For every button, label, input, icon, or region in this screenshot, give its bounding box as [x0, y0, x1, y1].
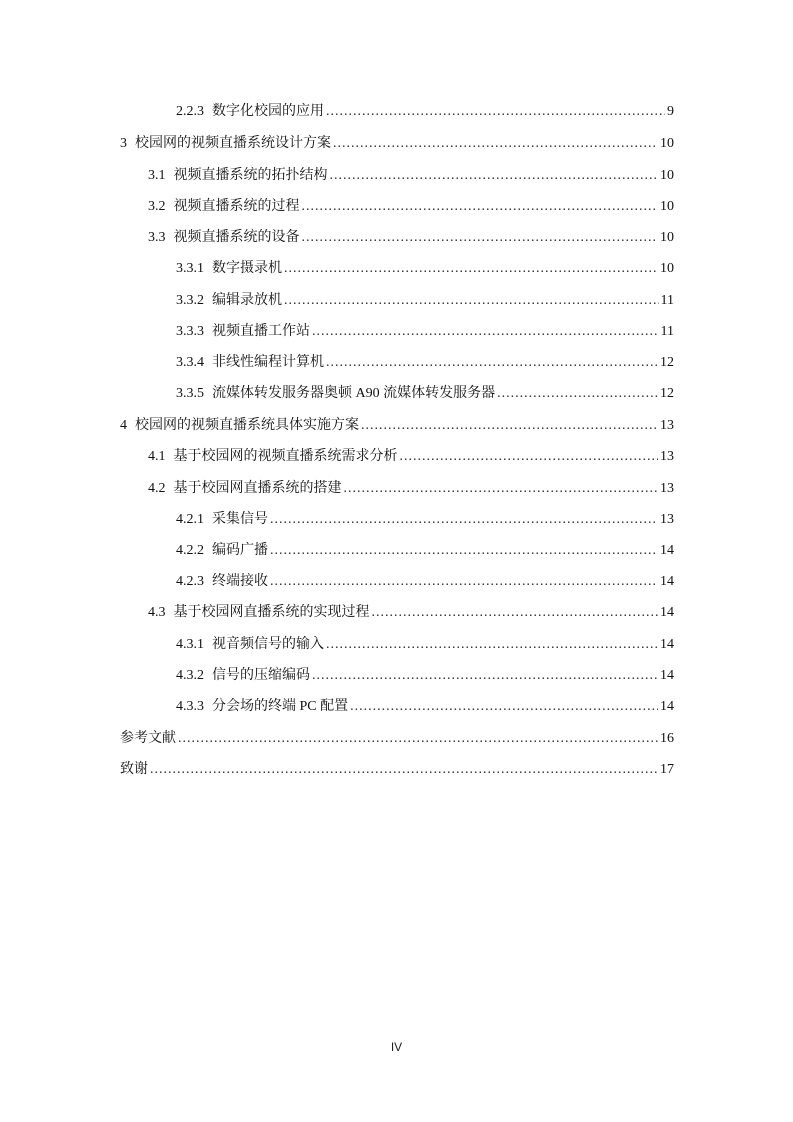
- toc-number: 3.3.3: [176, 324, 204, 339]
- toc-entry[interactable]: [0, 663, 674, 685]
- toc-page: 13: [660, 449, 674, 464]
- toc-entry[interactable]: [0, 99, 674, 121]
- toc-leader: [361, 417, 658, 435]
- toc-entry[interactable]: [0, 194, 674, 216]
- toc-title: 视频直播系统的过程: [173, 199, 300, 214]
- toc-entry[interactable]: [0, 600, 674, 622]
- toc-page: 12: [660, 355, 674, 370]
- toc-title: 视频直播系统的拓扑结构: [173, 168, 328, 183]
- toc-leader: [326, 354, 658, 372]
- toc-page: 14: [660, 574, 674, 589]
- toc-leader: [302, 229, 659, 247]
- toc-page: 14: [660, 543, 674, 558]
- toc-number: 3: [120, 136, 127, 151]
- toc-title: 参考文献: [120, 731, 176, 746]
- toc-title: 校园网的视频直播系统具体实施方案: [135, 418, 359, 433]
- toc-number: 4.2.2: [176, 543, 204, 558]
- toc-title: 数字化校园的应用: [212, 104, 324, 119]
- toc-number: 3.3.4: [176, 355, 204, 370]
- toc-page: 13: [660, 512, 674, 527]
- toc-leader: [150, 761, 658, 779]
- toc-page: 10: [660, 230, 674, 245]
- toc-entry[interactable]: [0, 163, 674, 185]
- toc-entry[interactable]: [0, 288, 674, 310]
- toc-title: 终端接收: [212, 574, 268, 589]
- toc-entry[interactable]: [0, 694, 674, 716]
- toc-page: 16: [660, 731, 674, 746]
- toc-entry[interactable]: [0, 413, 674, 435]
- toc-title: 基于校园网直播系统的搭建: [173, 481, 342, 496]
- toc-page: 10: [660, 199, 674, 214]
- toc-page: 14: [660, 668, 674, 683]
- toc-leader: [326, 636, 658, 654]
- toc-number: 3.3.1: [176, 261, 204, 276]
- toc-leader: [284, 292, 659, 310]
- toc-entry[interactable]: [0, 507, 674, 529]
- toc-title: 编辑录放机: [212, 293, 282, 308]
- toc-number: 2.2.3: [176, 104, 204, 119]
- toc-leader: [270, 542, 658, 560]
- toc-page: 14: [660, 699, 674, 714]
- toc-entry[interactable]: [0, 225, 674, 247]
- toc-title: 信号的压缩编码: [212, 668, 310, 683]
- toc-number: 4.3.2: [176, 668, 204, 683]
- toc-page: 13: [660, 481, 674, 496]
- toc-number: 3.3.5: [176, 386, 204, 401]
- toc-number: 4.3.1: [176, 637, 204, 652]
- toc-number: 4.2: [148, 481, 166, 496]
- toc-entry[interactable]: [0, 476, 674, 498]
- toc-leader: [178, 730, 658, 748]
- toc-leader: [400, 448, 659, 466]
- toc-number: 4.1: [148, 449, 166, 464]
- toc-page: 11: [660, 324, 674, 339]
- toc-entry[interactable]: [0, 319, 674, 341]
- toc-title: 流媒体转发服务器奥顿 A90 流媒体转发服务器: [212, 386, 496, 401]
- toc-title: 校园网的视频直播系统设计方案: [135, 136, 331, 151]
- toc-leader: [326, 103, 665, 121]
- toc-leader: [497, 385, 658, 403]
- toc-entry[interactable]: [0, 569, 674, 591]
- toc-number: 3.2: [148, 199, 166, 214]
- toc-leader: [302, 198, 659, 216]
- toc-entry[interactable]: [0, 757, 674, 779]
- toc-leader: [330, 167, 659, 185]
- toc-page: 10: [660, 261, 674, 276]
- toc-leader: [312, 323, 659, 341]
- toc-title: 数字摄录机: [212, 261, 282, 276]
- toc-title: 视频直播工作站: [212, 324, 310, 339]
- toc-page: 9: [667, 104, 674, 119]
- toc-number: 4.3.3: [176, 699, 204, 714]
- toc-entry[interactable]: [0, 350, 674, 372]
- toc-leader: [312, 667, 658, 685]
- toc-title: 基于校园网直播系统的实现过程: [173, 605, 370, 620]
- toc-page: 17: [660, 762, 674, 777]
- toc-title: 视音频信号的输入: [212, 637, 324, 652]
- toc-entry[interactable]: [0, 131, 674, 153]
- toc-entry[interactable]: [0, 381, 674, 403]
- toc-leader: [284, 260, 658, 278]
- toc-entry[interactable]: [0, 632, 674, 654]
- toc-entry[interactable]: [0, 726, 674, 748]
- toc-page: 14: [660, 605, 674, 620]
- toc-leader: [372, 604, 659, 622]
- toc-number: 4.2.3: [176, 574, 204, 589]
- toc-number: 4: [120, 418, 127, 433]
- toc-leader: [344, 480, 659, 498]
- toc-leader: [350, 698, 658, 716]
- toc-leader: [333, 135, 658, 153]
- toc-title: 采集信号: [212, 512, 268, 527]
- toc-number: 3.3.2: [176, 293, 204, 308]
- toc-number: 3.3: [148, 230, 166, 245]
- toc-page: 13: [660, 418, 674, 433]
- toc-title: 分会场的终端 PC 配置: [212, 699, 349, 714]
- toc-title: 视频直播系统的设备: [173, 230, 300, 245]
- toc-number: 3.1: [148, 168, 166, 183]
- toc-page: 14: [660, 637, 674, 652]
- toc-title: 非线性编程计算机: [212, 355, 324, 370]
- toc-entry[interactable]: [0, 256, 674, 278]
- toc-entry[interactable]: [0, 538, 674, 560]
- page-number: IV: [390, 1040, 403, 1054]
- toc-page: 11: [660, 293, 674, 308]
- toc-page: 12: [660, 386, 674, 401]
- toc-number: 4.2.1: [176, 512, 204, 527]
- toc-title: 致谢: [120, 762, 148, 777]
- toc-leader: [270, 511, 658, 529]
- toc-page: 10: [660, 136, 674, 151]
- toc-number: 4.3: [148, 605, 166, 620]
- toc-page: 10: [660, 168, 674, 183]
- toc-title: 编码广播: [212, 543, 268, 558]
- toc-leader: [270, 573, 658, 591]
- toc-entry[interactable]: [0, 444, 674, 466]
- toc-title: 基于校园网的视频直播系统需求分析: [173, 449, 398, 464]
